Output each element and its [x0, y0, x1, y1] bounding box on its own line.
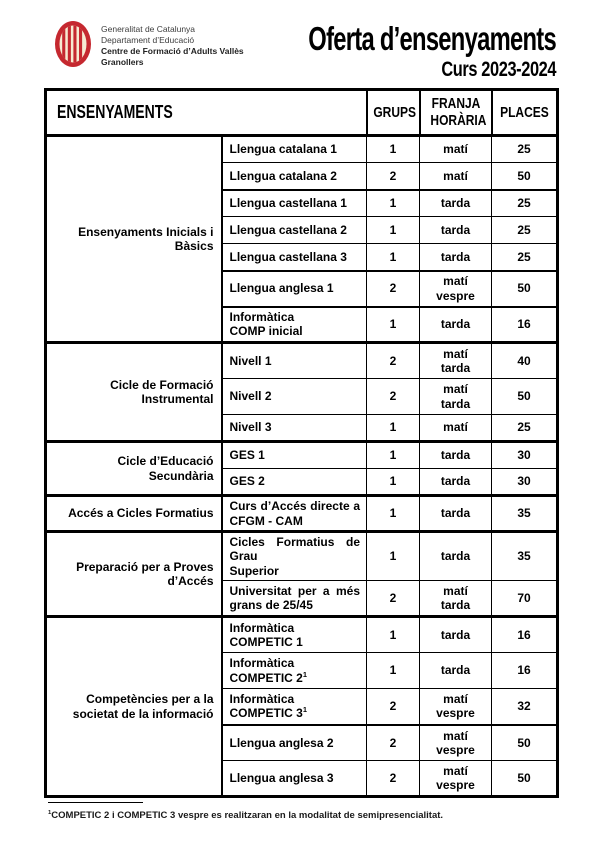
franja-value: tarda — [440, 663, 471, 678]
footnote — [48, 802, 443, 821]
places-cell: 25 — [492, 217, 558, 244]
grups-cell: 1 — [367, 496, 420, 532]
grups-cell: 2 — [367, 581, 420, 617]
places-cell: 25 — [492, 415, 558, 442]
course-cell — [222, 190, 367, 217]
franja-value: tarda — [440, 598, 471, 613]
franja-value: matí — [443, 763, 468, 778]
franja-horaria-cell — [420, 689, 492, 725]
grups-cell: 2 — [367, 689, 420, 725]
franja-value: vespre — [436, 778, 475, 793]
grups-cell: 2 — [367, 163, 420, 190]
course-name: Superior — [229, 563, 279, 578]
places-cell: 30 — [492, 442, 558, 469]
franja-value: matí — [443, 274, 468, 289]
course-name: Llengua catalana 2 — [229, 168, 337, 183]
course-cell — [222, 271, 367, 307]
table-row — [46, 136, 558, 163]
table-row — [46, 343, 558, 379]
grups-cell: 1 — [367, 190, 420, 217]
franja-value: tarda — [440, 196, 471, 211]
page-subtitle: Curs 2023-2024 — [441, 58, 556, 81]
franja-value: matí — [443, 583, 468, 598]
grups-cell: 1 — [367, 136, 420, 163]
franja-horaria-cell — [420, 190, 492, 217]
grups-cell: 1 — [367, 653, 420, 689]
course-cell — [222, 653, 367, 689]
franja-horaria-cell — [420, 532, 492, 581]
course-name: Nivell 1 — [229, 353, 272, 368]
course-name: Informàtica — [229, 656, 295, 671]
title-block — [212, 22, 556, 81]
franja-value: tarda — [440, 317, 471, 332]
franja-value: matí — [443, 420, 468, 435]
group-label-cell: Competències per a la societat de la informació — [46, 617, 222, 797]
places-cell: 50 — [492, 379, 558, 415]
grups-cell: 1 — [367, 617, 420, 653]
generalitat-de-catalunya-logo-icon — [54, 20, 92, 68]
franja-value: matí — [443, 728, 468, 743]
places-cell: 70 — [492, 581, 558, 617]
course-name: Llengua anglesa 2 — [229, 735, 334, 750]
course-name: Curs d’Accés directe a — [229, 499, 360, 514]
places-cell: 35 — [492, 532, 558, 581]
course-name: Llengua castellana 3 — [229, 249, 347, 264]
franja-value: matí — [443, 692, 468, 707]
column-header-places: PLACES — [492, 90, 558, 136]
places-cell: 16 — [492, 307, 558, 343]
page-title: Oferta d’ensenyaments — [308, 20, 556, 57]
franja-horaria-cell — [420, 136, 492, 163]
course-name: Nivell 2 — [229, 389, 272, 404]
grups-cell: 2 — [367, 343, 420, 379]
franja-horaria-cell — [420, 653, 492, 689]
table-row — [46, 496, 558, 532]
letterhead-org-line2: Departament d’Educació — [101, 35, 195, 46]
franja-horaria-cell — [420, 581, 492, 617]
franja-horaria-cell — [420, 307, 492, 343]
course-name: Nivell 3 — [229, 420, 272, 435]
grups-cell: 2 — [367, 761, 420, 797]
table-header-row — [46, 90, 558, 136]
course-name: CFGM - CAM — [229, 513, 303, 528]
franja-value: vespre — [436, 742, 475, 757]
places-cell: 32 — [492, 689, 558, 725]
course-name: Cicles Formatius de Grau — [229, 535, 360, 564]
franja-horaria-cell — [420, 163, 492, 190]
franja-value: vespre — [436, 288, 475, 303]
grups-cell: 2 — [367, 271, 420, 307]
franja-value: matí — [443, 142, 468, 157]
course-cell — [222, 581, 367, 617]
franja-value: tarda — [440, 249, 471, 264]
group-label-cell: Cicle d’Educació Secundària — [46, 442, 222, 496]
course-name: Llengua castellana 1 — [229, 196, 347, 211]
course-cell — [222, 689, 367, 725]
table-row — [46, 617, 558, 653]
course-name: GES 1 — [229, 448, 265, 463]
course-cell — [222, 725, 367, 761]
letterhead-city: Granollers — [101, 57, 144, 68]
course-name: Informàtica — [229, 692, 295, 707]
letterhead-org-line1: Generalitat de Catalunya — [101, 24, 196, 34]
grups-cell: 1 — [367, 532, 420, 581]
franja-horaria-cell — [420, 442, 492, 469]
places-cell: 16 — [492, 653, 558, 689]
course-name: COMP inicial — [229, 324, 303, 339]
places-cell: 30 — [492, 469, 558, 496]
grups-cell: 2 — [367, 725, 420, 761]
course-name: GES 2 — [229, 474, 265, 489]
group-label-cell: Preparació per a Proves d’Accés — [46, 532, 222, 617]
franja-value: tarda — [440, 506, 471, 521]
places-cell: 40 — [492, 343, 558, 379]
franja-horaria-cell — [420, 761, 492, 797]
footnote-reference: 1 — [302, 669, 307, 679]
course-name: Informàtica — [229, 620, 295, 635]
course-cell — [222, 136, 367, 163]
course-cell — [222, 617, 367, 653]
places-cell: 50 — [492, 725, 558, 761]
course-name: grans de 25/45 — [229, 598, 313, 613]
franja-horaria-cell — [420, 617, 492, 653]
group-label-cell: Cicle de Formació Instrumental — [46, 343, 222, 442]
franja-value: vespre — [436, 706, 475, 721]
franja-horaria-cell — [420, 244, 492, 271]
table-row — [46, 442, 558, 469]
column-header-grups: GRUPS — [367, 90, 420, 136]
course-cell — [222, 532, 367, 581]
course-cell — [222, 415, 367, 442]
course-name: Llengua castellana 2 — [229, 222, 347, 237]
footnote-text: $^1$COMPETIC 2 i COMPETIC 3 vespre es realitzaran en la modalitat de semipresencialitat. — [48, 809, 444, 821]
franja-value: tarda — [440, 361, 471, 375]
places-cell: 25 — [492, 244, 558, 271]
grups-cell: 2 — [367, 379, 420, 415]
franja-horaria-cell — [420, 725, 492, 761]
places-cell: 16 — [492, 617, 558, 653]
course-cell — [222, 217, 367, 244]
table-row — [46, 532, 558, 581]
course-name: COMPETIC 1 — [229, 635, 303, 650]
places-cell: 25 — [492, 136, 558, 163]
course-cell — [222, 469, 367, 496]
franja-horaria-cell — [420, 469, 492, 496]
course-name: COMPETIC $3^1$ — [229, 705, 307, 721]
course-name: Informàtica — [229, 309, 295, 324]
grups-cell: 1 — [367, 415, 420, 442]
places-cell: 25 — [492, 190, 558, 217]
course-cell — [222, 244, 367, 271]
franja-value: tarda — [440, 549, 471, 564]
franja-value: tarda — [440, 448, 471, 463]
franja-horaria-cell — [420, 379, 492, 415]
course-cell — [222, 761, 367, 797]
franja-value: tarda — [440, 474, 471, 489]
footnote-reference: 1 — [302, 705, 307, 715]
franja-horaria-cell — [420, 496, 492, 532]
franja-value: tarda — [440, 396, 471, 411]
franja-horaria-cell — [420, 217, 492, 244]
column-header-ensenyaments: ENSENYAMENTS — [46, 90, 367, 136]
course-name: Llengua anglesa 1 — [229, 281, 334, 296]
franja-value: tarda — [440, 222, 471, 237]
column-header-franja-horaria: FRANJA HORÀRIA — [420, 90, 492, 136]
places-cell: 50 — [492, 271, 558, 307]
course-cell — [222, 163, 367, 190]
course-name: Universitat per a més — [229, 583, 360, 598]
group-label-cell: Ensenyaments Inicials i Bàsics — [46, 136, 222, 343]
group-label-cell: Accés a Cicles Formatius — [46, 496, 222, 532]
grups-cell: 1 — [367, 307, 420, 343]
grups-cell: 1 — [367, 469, 420, 496]
footnote-separator-rule — [48, 802, 143, 803]
course-cell — [222, 379, 367, 415]
course-cell — [222, 343, 367, 379]
offerings-table — [44, 88, 559, 798]
franja-value: matí — [443, 346, 468, 361]
course-name: Llengua catalana 1 — [229, 142, 337, 157]
letterhead-center-name: Centre de Formació d’Adults Vallès — [101, 46, 244, 57]
places-cell: 50 — [492, 163, 558, 190]
course-cell — [222, 442, 367, 469]
grups-cell: 1 — [367, 442, 420, 469]
course-cell — [222, 307, 367, 343]
franja-value: tarda — [440, 627, 471, 642]
franja-value: matí — [443, 382, 468, 397]
course-name: COMPETIC $2^1$ — [229, 669, 307, 685]
places-cell: 35 — [492, 496, 558, 532]
course-name: Llengua anglesa 3 — [229, 770, 334, 785]
franja-value: matí — [443, 168, 468, 183]
grups-cell: 1 — [367, 217, 420, 244]
franja-horaria-cell — [420, 271, 492, 307]
footnote-marker: 1 — [48, 809, 52, 816]
franja-horaria-cell — [420, 415, 492, 442]
course-cell — [222, 496, 367, 532]
franja-horaria-cell — [420, 343, 492, 379]
grups-cell: 1 — [367, 244, 420, 271]
places-cell: 50 — [492, 761, 558, 797]
